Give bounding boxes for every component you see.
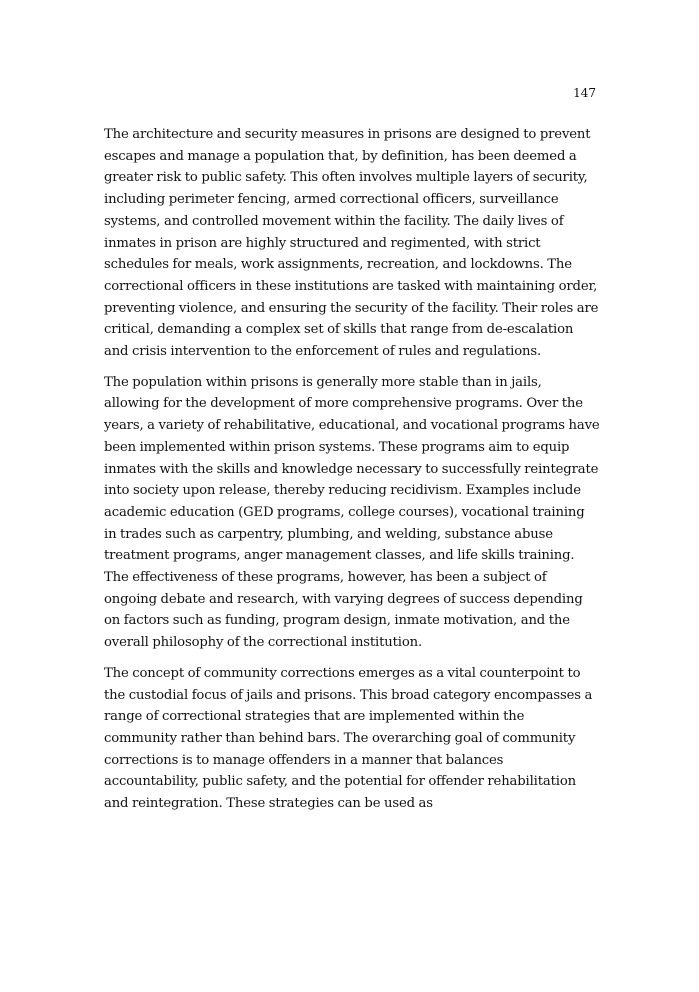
paragraph-prison-programs: The population within prisons is generally more stable than in jails, allowing for the development of more comprehensive programs. Over the years, a variety of rehabilitative, educational, and vocational programs have been implemented within prison systems. These programs aim to equip inmates with the skills and knowledge necessary to successfully reintegrate into society upon release, thereby reducing recidivism. Examples include academic education (GED programs, college courses), vocational training in trades such as carpentry, plumbing, and welding, substance abuse treatment programs, anger management classes, and life skills training. The effectiveness of these programs, however, has been a subject of ongoing debate and research, with varying degrees of success depending on factors such as funding, program design, inmate motivation, and the overall philosophy of the correctional institution.: [104, 374, 600, 651]
body-text: [104, 124, 600, 824]
paragraph-prison-security: The architecture and security measures in prisons are designed to prevent escapes and manage a population that, by definition, has been deemed a greater risk to public safety. This often involves multiple layers of security, including perimeter fencing, armed correctional officers, surveillance systems, and controlled movement within the facility. The daily lives of inmates in prison are highly structured and regimented, with strict schedules for meals, work assignments, recreation, and lockdowns. The correctional officers in these institutions are tasked with maintaining order, preventing violence, and ensuring the security of the facility. Their roles are critical, demanding a complex set of skills that range from de-escalation and crisis intervention to the enforcement of rules and regulations.: [104, 127, 599, 360]
page-number: 147: [573, 86, 596, 100]
paragraph-community-corrections: The concept of community corrections emerges as a vital counterpoint to the custodial focus of jails and prisons. This broad category encompasses a range of correctional strategies that are implemented within the community rather than behind bars. The overarching goal of community corrections is to manage offenders in a manner that balances accountability, public safety, and the potential for offender rehabilitation and reintegration. These strategies can be used as: [104, 665, 593, 812]
